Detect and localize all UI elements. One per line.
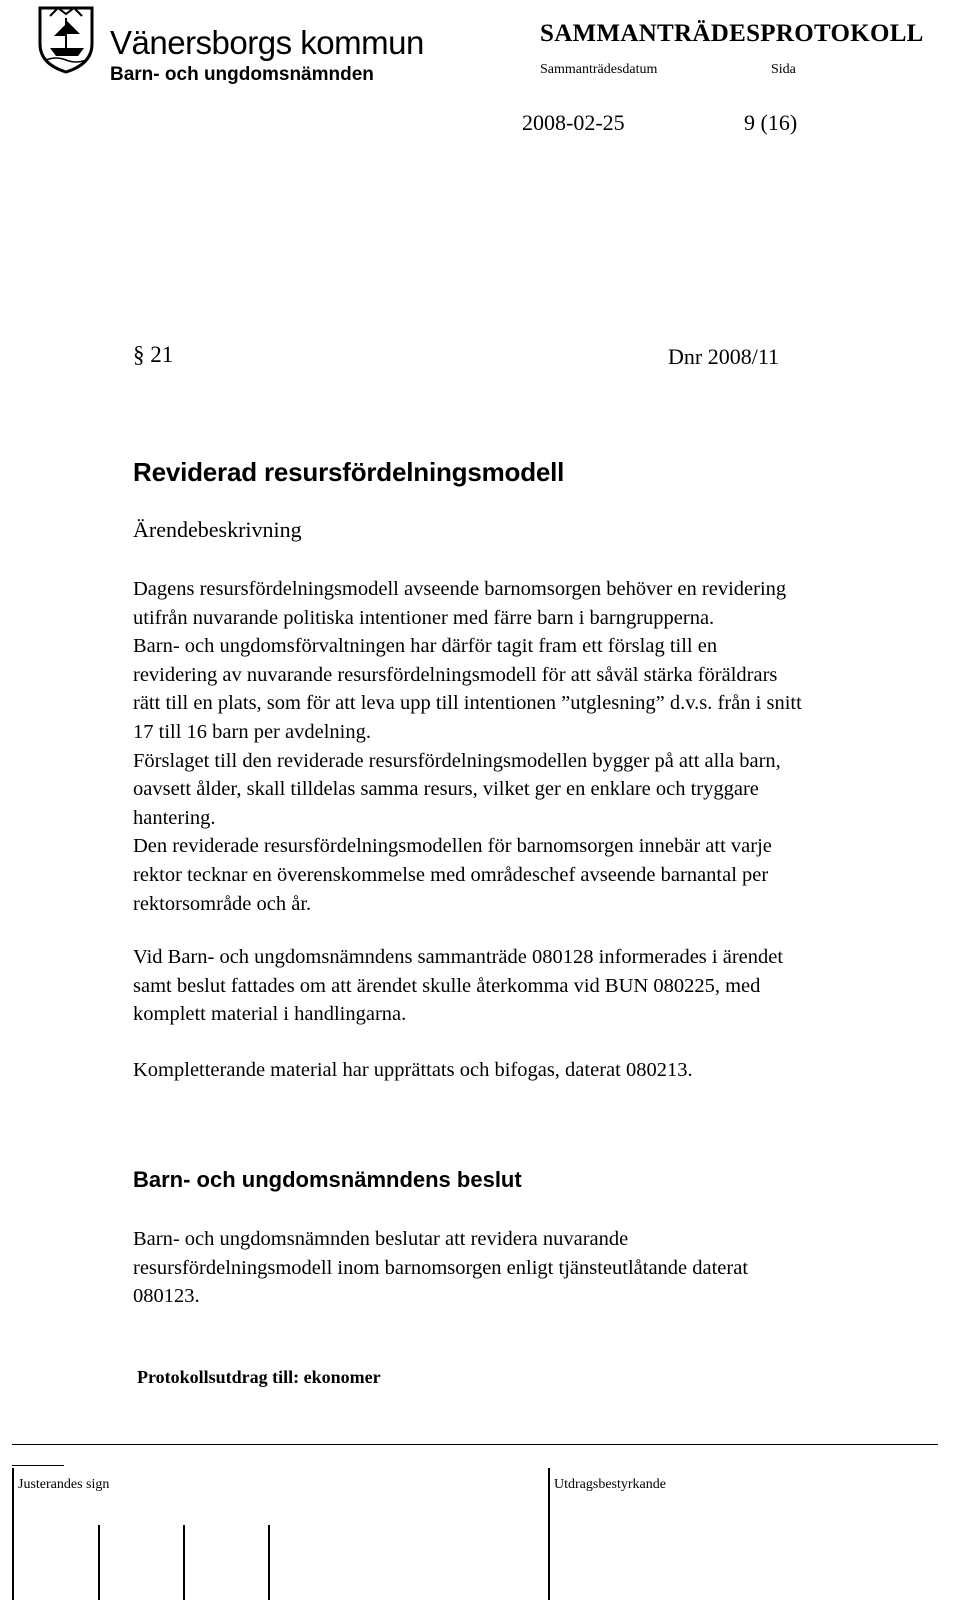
text-line: resursfördelningsmodell inom barnomsorgen enligt tjänsteutlåtande daterat xyxy=(133,1256,749,1279)
text-line: Barn- och ungdomsförvaltningen har därför tagit fram ett förslag till en xyxy=(133,635,718,658)
text-line: Barn- och ungdomsnämnden beslutar att revidera nuvarande xyxy=(133,1228,629,1250)
text-line: hantering. xyxy=(133,806,216,829)
supplement-paragraph xyxy=(133,1056,933,1085)
section-number: § 21 xyxy=(133,342,174,367)
organization-name: Vänersborgs kommun xyxy=(110,24,424,61)
footer-divider xyxy=(548,1468,550,1600)
text-line: rätt till en plats, som för att leva upp till intentionen ”utglesning” d.v.s. från i snitt xyxy=(133,692,802,715)
page-title: Reviderad resursfördelningsmodell xyxy=(133,457,565,487)
text-line: revidering av nuvarande resursfördelningsmodell för att såväl stärka föräldrars xyxy=(133,663,778,686)
text-line: rektor tecknar en överenskommelse med områdeschef avseende barnantal per xyxy=(133,863,769,886)
meeting-date-value: 2008-02-25 xyxy=(522,110,625,135)
page-label: Sida xyxy=(771,62,796,77)
page-number: 9 (16) xyxy=(744,110,798,135)
footer-divider xyxy=(12,1468,14,1600)
text-line: Kompletterande material har upprättats och bifogas, daterat 080213. xyxy=(133,1059,693,1081)
text-line: komplett material i handlingarna. xyxy=(133,1003,407,1026)
text-line: rektorsområde och år. xyxy=(133,892,312,915)
case-description-heading: Ärendebeskrivning xyxy=(133,517,302,542)
text-line: Den reviderade resursfördelningsmodellen för barnomsorgen innebär att varje xyxy=(133,835,772,858)
signature-box-divider xyxy=(268,1525,270,1600)
protocol-extract-recipients: Protokollsutdrag till: ekonomer xyxy=(137,1367,381,1387)
text-line: 17 till 16 barn per avdelning. xyxy=(133,720,371,743)
meeting-paragraph xyxy=(133,943,933,1029)
footer-short-rule xyxy=(12,1465,64,1466)
case-description xyxy=(133,575,933,918)
decision-paragraph xyxy=(133,1225,933,1311)
text-line: Vid Barn- och ungdomsnämndens sammanträde 080128 informerades i ärendet xyxy=(133,946,784,968)
decision-heading: Barn- och ungdomsnämndens beslut xyxy=(133,1167,522,1192)
text-line: oavsett ålder, skall tilldelas samma resurs, vilket ger en enklare och tryggare xyxy=(133,778,759,801)
meeting-date-label: Sammanträdesdatum xyxy=(540,62,658,77)
footer-top-rule xyxy=(12,1444,938,1445)
text-line: Förslaget till den reviderade resursfördelningsmodellen bygger på att alla barn, xyxy=(133,749,781,772)
municipal-coat-of-arms-logo xyxy=(36,4,96,74)
signature-box-divider xyxy=(183,1525,185,1600)
board-name: Barn- och ungdomsnämnden xyxy=(110,64,374,85)
text-line: utifrån nuvarande politiska intentioner med färre barn i barngrupperna. xyxy=(133,606,715,629)
signature-label: Justerandes sign xyxy=(18,1477,110,1492)
certification-label: Utdragsbestyrkande xyxy=(554,1477,666,1492)
text-line: Dagens resursfördelningsmodell avseende barnomsorgen behöver en revidering xyxy=(133,578,787,600)
registration-number: Dnr 2008/11 xyxy=(668,344,780,369)
text-line: samt beslut fattades om att ärendet skulle återkomma vid BUN 080225, med xyxy=(133,974,761,997)
text-line: 080123. xyxy=(133,1285,200,1308)
signature-box-divider xyxy=(98,1525,100,1600)
document-type: SAMMANTRÄDESPROTOKOLL xyxy=(540,20,924,47)
